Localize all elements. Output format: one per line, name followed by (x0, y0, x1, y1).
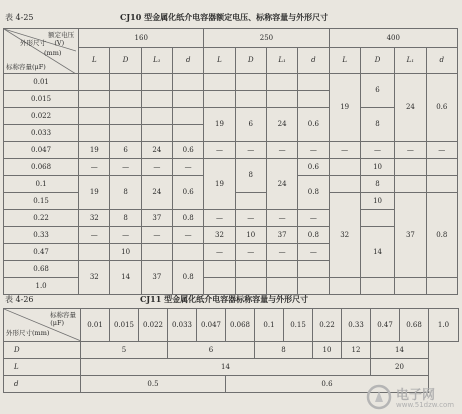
capacity-cell: 0.47 (371, 309, 400, 342)
capacity-unit: (μF) (50, 319, 64, 327)
watermark-brand: 电子网 (396, 388, 436, 403)
data-cell: 32 (79, 261, 110, 295)
capacity-cell: 0.33 (4, 227, 79, 244)
capacity-cell: 0.022 (139, 309, 168, 342)
data-cell: — (173, 159, 204, 176)
capacity-cell: 0.068 (226, 309, 255, 342)
col-D: D (110, 48, 141, 74)
table-row-D (4, 342, 459, 359)
data-cell: — (204, 244, 235, 261)
data-cell: — (141, 227, 172, 244)
table1-title: CJ10 型金属化纸介电容器额定电压、标称容量与外形尺寸 (120, 12, 329, 22)
table-row-L (4, 359, 459, 376)
data-cell: 8 (110, 176, 141, 210)
table-row (4, 278, 458, 295)
capacity-cell: 0.22 (313, 309, 342, 342)
col-d: d (426, 48, 457, 74)
watermark (366, 382, 458, 412)
capacity-cell: 0.015 (4, 91, 79, 108)
capacity-cell: 0.47 (4, 244, 79, 261)
voltage-160: 160 (79, 29, 204, 48)
data-cell: — (298, 244, 329, 261)
table1-label: 表 4-25 (5, 13, 34, 22)
data-cell: — (298, 142, 329, 159)
data-cell: — (110, 227, 141, 244)
data-cell: 24 (266, 108, 297, 142)
table2-label: 表 4-26 (5, 295, 34, 304)
data-cell: 14 (110, 261, 141, 295)
data-cell: — (79, 159, 110, 176)
data-cell: 19 (329, 74, 360, 142)
data-cell: 19 (204, 159, 235, 210)
watermark-url: www.51dzw.com (396, 401, 455, 409)
capacity-cell: 0.33 (342, 309, 371, 342)
capacity-cell: 0.1 (255, 309, 284, 342)
data-cell: 20 (371, 359, 429, 376)
capacity-cell: 0.015 (110, 309, 139, 342)
data-cell: 0.6 (173, 176, 204, 210)
data-cell: — (204, 210, 235, 227)
table-cj10 (3, 28, 458, 295)
data-cell: — (266, 210, 297, 227)
data-cell: 19 (79, 176, 110, 210)
data-cell: — (360, 142, 394, 159)
data-cell: — (79, 227, 110, 244)
corner-header-cell (4, 29, 79, 74)
capacity-label: 标称容量 (50, 311, 76, 319)
capacity-cell: 1.0 (429, 309, 459, 342)
row-label-d: d (4, 376, 81, 393)
dims-unit: (mm) (44, 49, 62, 57)
data-cell: 14 (371, 342, 429, 359)
data-cell: 37 (141, 210, 172, 227)
capacity-cell: 1.0 (4, 278, 79, 295)
capacity-cell: 0.22 (4, 210, 79, 227)
voltage-label: 额定电压 (48, 31, 75, 39)
data-cell: — (235, 244, 266, 261)
data-cell: — (141, 159, 172, 176)
col-d: d (173, 48, 204, 74)
table-row (4, 227, 458, 244)
capacity-label: 标称容量(μF) (6, 63, 46, 71)
table-cj11 (3, 308, 459, 393)
data-cell: 32 (79, 210, 110, 227)
capacity-header-row (4, 309, 459, 342)
data-cell: 24 (266, 159, 297, 210)
col-L1: L₁ (395, 48, 426, 74)
voltage-400: 400 (329, 29, 457, 48)
data-cell: 10 (235, 227, 266, 244)
data-cell: 0.8 (173, 261, 204, 295)
data-cell: 6 (168, 342, 255, 359)
data-cell: 32 (329, 193, 360, 278)
col-D: D (360, 48, 394, 74)
capacity-cell: 0.033 (4, 125, 79, 142)
data-cell: — (395, 142, 426, 159)
table-row (4, 74, 458, 91)
watermark-logo-icon (366, 384, 394, 410)
capacity-cell: 0.068 (4, 159, 79, 176)
capacity-cell: 0.047 (4, 142, 79, 159)
data-cell: 8 (360, 108, 394, 142)
table-row (4, 108, 458, 125)
voltage-unit: (V) (54, 39, 65, 47)
capacity-cell: 0.01 (4, 74, 79, 91)
data-cell: 10 (313, 342, 342, 359)
capacity-cell: 0.15 (284, 309, 313, 342)
data-cell: 10 (110, 244, 141, 261)
capacity-cell: 0.047 (197, 309, 226, 342)
capacity-cell: 0.1 (4, 176, 79, 193)
data-cell: 37 (395, 193, 426, 278)
capacity-cell: 0.68 (400, 309, 429, 342)
data-cell: 37 (266, 227, 297, 244)
table-row (4, 159, 458, 176)
data-cell: 0.6 (298, 108, 329, 142)
data-cell: 0.8 (173, 210, 204, 227)
col-d: d (298, 48, 329, 74)
data-cell: 0.8 (426, 193, 457, 278)
data-cell: 19 (204, 108, 235, 142)
data-cell: 19 (79, 142, 110, 159)
data-cell: 0.6 (226, 376, 429, 393)
voltage-250: 250 (204, 29, 329, 48)
data-cell: — (426, 142, 457, 159)
data-cell: 0.8 (298, 176, 329, 210)
data-cell: 10 (360, 193, 394, 210)
data-cell: 32 (204, 227, 235, 244)
data-cell: 0.8 (298, 227, 329, 244)
data-cell: — (298, 210, 329, 227)
data-cell: 6 (360, 74, 394, 108)
data-cell: 5 (81, 342, 168, 359)
data-cell: 0.6 (298, 159, 329, 176)
data-cell: 6 (235, 108, 266, 142)
data-cell: 8 (235, 159, 266, 193)
col-L1: L₁ (141, 48, 172, 74)
col-L: L (204, 48, 235, 74)
capacity-cell: 0.022 (4, 108, 79, 125)
data-cell: 24 (141, 176, 172, 210)
data-cell: 0.5 (81, 376, 226, 393)
table-row (4, 142, 458, 159)
col-L1: L₁ (266, 48, 297, 74)
data-cell: 12 (342, 342, 371, 359)
data-cell: — (110, 159, 141, 176)
data-cell: 0.6 (173, 142, 204, 159)
data-cell: 14 (81, 359, 371, 376)
dims-label: 外形尺寸(mm) (6, 329, 50, 337)
row-label-L: L (4, 359, 81, 376)
row-label-D: D (4, 342, 81, 359)
corner-header-cell (4, 309, 81, 342)
data-cell: — (266, 142, 297, 159)
data-cell: 8 (360, 176, 394, 193)
table2-title: CJ11 型金属化纸介电容器标称容量与外形尺寸 (140, 294, 309, 304)
col-L: L (79, 48, 110, 74)
data-cell: — (204, 142, 235, 159)
data-cell: — (329, 142, 360, 159)
data-cell: 10 (360, 159, 394, 176)
col-D: D (235, 48, 266, 74)
data-cell: 24 (141, 142, 172, 159)
capacity-cell: 0.01 (81, 309, 110, 342)
col-L: L (329, 48, 360, 74)
table-row (4, 210, 458, 227)
data-cell: — (235, 210, 266, 227)
data-cell: 8 (255, 342, 313, 359)
data-cell: — (173, 227, 204, 244)
capacity-cell: 0.68 (4, 261, 79, 278)
data-cell: 6 (110, 142, 141, 159)
voltage-header-row (4, 29, 458, 48)
data-cell: 37 (141, 261, 172, 295)
data-cell: 0.6 (426, 74, 457, 142)
data-cell: 24 (395, 74, 426, 142)
dims-label: 外形尺寸 (20, 39, 46, 47)
data-cell: 8 (110, 210, 141, 227)
data-cell: — (235, 142, 266, 159)
capacity-cell: 0.033 (168, 309, 197, 342)
data-cell: 14 (360, 227, 394, 278)
data-cell: — (266, 244, 297, 261)
capacity-cell: 0.15 (4, 193, 79, 210)
